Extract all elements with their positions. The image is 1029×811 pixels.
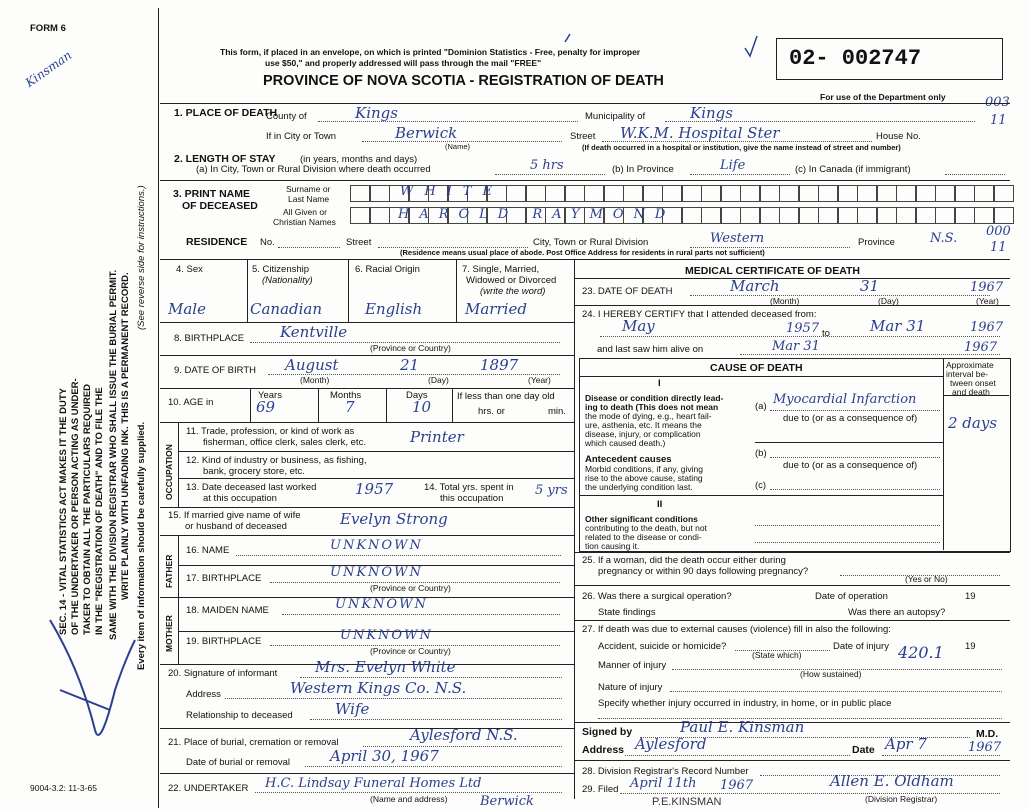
occupation-13-line1: 13. Date deceased last worked (186, 482, 317, 493)
occupation-14-line1: 14. Total yrs. spent in (424, 482, 514, 493)
stay-province-label: (b) In Province (612, 164, 674, 175)
house-number-label: House No. (876, 131, 921, 142)
hours-label: hrs. or (478, 406, 505, 417)
signed-by-label: Signed by (582, 726, 633, 738)
filed-label: 29. Filed (582, 784, 619, 795)
letter-box (545, 185, 565, 202)
physician-address-value: Aylesford (635, 735, 707, 753)
other-conditions-line2: contributing to the death, but not (585, 523, 707, 533)
findings-label: State findings (598, 607, 656, 618)
letter-box (565, 185, 585, 202)
letter-box (370, 207, 390, 224)
antecedent-line1: Antecedent causes (585, 454, 672, 465)
registrar-sublabel: (Division Registrar) (865, 794, 938, 804)
birthplace-label: 8. BIRTHPLACE (174, 333, 245, 344)
last-saw-label: and last saw him alive on (597, 344, 704, 355)
dod-day-sublabel: (Day) (878, 296, 899, 306)
mother-birthplace-value: UNKNOWN (340, 628, 433, 643)
father-name-label: 16. NAME (186, 545, 230, 556)
municipality-label: Municipality of (585, 111, 646, 122)
dob-year-sublabel: (Year) (528, 375, 551, 385)
mother-birthplace-label: 19. BIRTHPLACE (186, 636, 262, 647)
undertaker-city: Berwick (480, 794, 534, 809)
md-label: M.D. (976, 728, 999, 740)
department-code-4: 11 (990, 240, 1007, 255)
dob-year: 1897 (480, 356, 519, 374)
side-instruction-5: SAME WITH THE DIVISION REGISTRAR WHO SHALL ISSUE THE BURIAL PERMIT. (108, 269, 119, 640)
interval-label-3: tween onset (950, 378, 996, 388)
informant-relationship-value: Wife (335, 700, 370, 718)
street-value: W.K.M. Hospital Ster (620, 124, 780, 142)
surname-label-2: Last Name (288, 194, 330, 204)
section-roman-two: II (657, 499, 663, 510)
due-to-label-2: due to (or as a consequence of) (783, 460, 918, 471)
letter-box (740, 207, 760, 224)
accident-label: Accident, suicide or homicide? (598, 641, 727, 652)
sex-label: 4. Sex (176, 264, 203, 275)
street-label: Street (570, 131, 596, 142)
letter-box (916, 207, 936, 224)
direct-cause-line6: which caused death.) (585, 438, 666, 448)
direct-cause-line3: the mode of dying, e.g., heart fail- (585, 411, 712, 421)
classification-code: 420.1 (898, 643, 944, 662)
citizenship-label: 5. Citizenship (252, 264, 310, 275)
surname-value: WHITE (400, 184, 503, 199)
letter-box (994, 185, 1014, 202)
interval-a-value: 2 days (948, 414, 998, 432)
medical-certificate-header: MEDICAL CERTIFICATE OF DEATH (685, 265, 860, 277)
operation-date-label: Date of operation (815, 591, 888, 602)
undertaker-sublabel: (Name and address) (370, 794, 448, 804)
informant-signature-label: 20. Signature of informant (168, 668, 278, 679)
letter-box (682, 207, 702, 224)
birthplace-sublabel: (Province or Country) (370, 343, 451, 353)
birthplace-value: Kentville (280, 323, 348, 341)
handwritten-margin-marks (40, 600, 140, 780)
cause-a-label: (a) (755, 401, 767, 412)
age-months-value: 7 (345, 398, 355, 416)
letter-box (838, 185, 858, 202)
letter-box (506, 185, 526, 202)
spouse-label-1: 15. If married give name of wife (168, 510, 301, 521)
side-instruction-1: SEC. 14 - VITAL STATISTICS ACT MAKES IT THE DUTY (58, 387, 69, 635)
spouse-value: Evelyn Strong (340, 510, 448, 528)
manner-label: Manner of injury (598, 660, 667, 671)
letter-box (350, 207, 370, 224)
father-birthplace-label: 17. BIRTHPLACE (186, 573, 262, 584)
informant-address-label: Address (186, 689, 221, 700)
residence-label: RESIDENCE (186, 236, 248, 248)
letter-box (935, 207, 955, 224)
racial-origin-label: 6. Racial Origin (355, 264, 420, 275)
given-names-label-2: Christian Names (273, 217, 336, 227)
marital-value: Married (465, 300, 527, 318)
informant-address-value: Western Kings Co. N.S. (290, 679, 467, 697)
stay-canada-label: (c) In Canada (if immigrant) (795, 164, 911, 175)
left-margin-rule (158, 8, 159, 808)
undertaker-value: H.C. Lindsay Funeral Homes Ltd (265, 776, 482, 791)
occupation-value: Printer (410, 428, 464, 446)
letter-box (526, 185, 546, 202)
sex-value: Male (168, 300, 206, 318)
place-of-death-note: (If death occurred in a hospital or institution, give the name instead of street and number) (582, 143, 901, 152)
letter-box (955, 207, 975, 224)
father-birthplace-value: UNKNOWN (330, 565, 423, 580)
mother-maiden-value: UNKNOWN (335, 597, 428, 612)
age-months-label: Months (330, 390, 362, 401)
age-years-value: 69 (256, 398, 276, 416)
occupation-12-line1: 12. Kind of industry or business, as fishing, (186, 455, 367, 466)
antecedent-line3: rise to the above cause, stating (585, 473, 703, 483)
other-conditions-line3: related to the disease or condi- (585, 532, 702, 542)
cause-of-death-header: CAUSE OF DEATH (710, 362, 803, 374)
citizenship-sublabel: (Nationality) (262, 275, 313, 286)
form-print-code: 9004-3.2: 11-3-65 (30, 783, 97, 793)
residence-city-label: City, Town or Rural Division (533, 237, 649, 248)
form-title: PROVINCE OF NOVA SCOTIA - REGISTRATION OF DEATH (263, 73, 664, 89)
antecedent-line2: Morbid conditions, if any, giving (585, 464, 703, 474)
last-worked-value: 1957 (355, 480, 394, 498)
marital-label-1: 7. Single, Married, (462, 264, 540, 275)
place-of-death-label: 1. PLACE OF DEATH (174, 107, 278, 119)
direct-cause-line1: Disease or condition directly lead- (585, 393, 724, 403)
letter-box (623, 185, 643, 202)
of-deceased-label: OF DECEASED (182, 200, 258, 212)
department-code: 003 (985, 95, 1010, 110)
informant-relationship-label: Relationship to deceased (186, 710, 293, 721)
margin-handwritten-name: Kinsman (22, 48, 75, 90)
letter-box (779, 207, 799, 224)
attended-to-year: 1967 (970, 320, 1004, 335)
side-instruction-6: WRITE PLAINLY WITH UNFADING INK. THIS IS A PERMANENT RECORD. (120, 272, 131, 600)
interval-label-2: interval be- (946, 369, 989, 379)
injury-date-label: Date of injury (833, 641, 889, 652)
letter-box (877, 207, 897, 224)
certificate-date-value: Apr 7 (885, 735, 927, 753)
father-name-value: UNKNOWN (330, 538, 423, 553)
physician-address-label: Address (582, 744, 625, 756)
cause-b-label: (b) (755, 448, 767, 459)
marital-label-2: Widowed or Divorced (466, 275, 557, 286)
dob-month-sublabel: (Month) (300, 375, 330, 385)
residence-city-value: Western (710, 231, 765, 246)
less-than-day-label: If less than one day old (457, 391, 555, 402)
occupation-11-line2: fisherman, office clerk, sales clerk, etc. (203, 437, 366, 448)
city-value: Berwick (395, 124, 458, 142)
department-use-label: For use of the Department only (820, 92, 946, 102)
given-names-value: HAROLD RAYMOND (398, 207, 676, 222)
burial-place-value: Aylesford N.S. (410, 726, 518, 744)
injury-year-label: 19 (965, 641, 976, 652)
dob-label: 9. DATE OF BIRTH (174, 365, 256, 376)
letter-box (779, 185, 799, 202)
occupation-side-label: OCCUPATION (164, 444, 174, 500)
municipality-value: Kings (690, 104, 733, 122)
mother-side-label: MOTHER (164, 615, 174, 652)
father-birthplace-sublabel: (Province or Country) (370, 583, 451, 593)
letter-box (857, 207, 877, 224)
residence-province-value: N.S. (930, 231, 958, 246)
letter-box (760, 207, 780, 224)
burial-place-label: 21. Place of burial, cremation or removal (168, 737, 339, 748)
department-code-3: 000 (986, 224, 1011, 239)
direct-cause-line2: ing to death (This does not mean (585, 402, 719, 412)
letter-box (350, 185, 370, 202)
attended-from-year: 1957 (786, 321, 820, 336)
state-which-sublabel: (State which) (752, 650, 802, 660)
specify-label: Specify whether injury occurred in industry, in home, or in public place (598, 698, 892, 709)
letter-box (604, 185, 624, 202)
filed-year-value: 1967 (720, 778, 754, 793)
mother-maiden-label: 18. MAIDEN NAME (186, 605, 269, 616)
citizenship-value: Canadian (250, 300, 323, 318)
last-saw-value: Mar 31 (772, 339, 820, 354)
age-days-value: 10 (412, 398, 432, 416)
cause-c-label: (c) (755, 480, 767, 491)
informant-signature-value: Mrs. Evelyn White (315, 658, 456, 676)
letter-box (799, 185, 819, 202)
dod-month-sublabel: (Month) (770, 296, 800, 306)
registration-number: 02- 002747 (789, 46, 922, 71)
county-label: County of (266, 111, 307, 122)
letter-box (799, 207, 819, 224)
direct-cause-line4: ure, asthenia, etc. It means the (585, 420, 702, 430)
interval-label-4: and death (952, 387, 990, 397)
letter-box (721, 207, 741, 224)
occupation-14-line2: this occupation (440, 493, 504, 504)
letter-box (896, 207, 916, 224)
autopsy-question: Was there an autopsy? (848, 607, 946, 618)
given-names-label-1: All Given or (283, 207, 327, 217)
surname-label-1: Surname or (286, 184, 331, 194)
stay-city-value: 5 hrs (530, 158, 564, 173)
residence-note: (Residence means usual place of abode. Post Office Address for residents in rural parts not sufficient) (400, 248, 765, 257)
side-instruction-3: TAKER TO OBTAIN ALL THE PARTICULARS REQUIRED (82, 383, 93, 635)
letter-box (682, 185, 702, 202)
date-of-death-year: 1967 (970, 280, 1004, 295)
spouse-label-2: or husband of deceased (185, 521, 287, 532)
letter-box (818, 185, 838, 202)
dob-day: 21 (400, 356, 420, 374)
letter-box (701, 185, 721, 202)
age-label: 10. AGE in (168, 397, 214, 408)
dod-year-sublabel: (Year) (976, 296, 999, 306)
mail-notice-line1: This form, if placed in an envelope, on which is printed "Dominion Statistics - Free, penalty for improper (220, 47, 641, 57)
how-sustained-sublabel: (How sustained) (800, 669, 862, 679)
mail-notice-line2: use $50," and properly addressed will pass through the mail "FREE" (265, 58, 542, 68)
date-of-death-label: 23. DATE OF DEATH (582, 286, 673, 297)
operation-year-label: 19 (965, 591, 976, 602)
letter-box (701, 207, 721, 224)
burial-date-value: April 30, 1967 (330, 747, 439, 765)
letter-box (974, 185, 994, 202)
letter-box (818, 207, 838, 224)
interval-label-1: Approximate (946, 360, 994, 370)
occupation-13-line2: at this occupation (203, 493, 277, 504)
other-conditions-line1: Other significant conditions (585, 514, 698, 524)
registration-number-box (776, 38, 1003, 80)
letter-box (760, 185, 780, 202)
side-instruction-7: Every item of information should be carefully supplied. (136, 421, 147, 670)
nature-label: Nature of injury (598, 682, 663, 693)
pregnancy-question-line1: 25. If a woman, did the death occur either during (582, 555, 786, 566)
stay-province-value: Life (720, 158, 746, 173)
letter-box (896, 185, 916, 202)
attended-from-month: May (622, 317, 655, 335)
cause-a-value: Myocardial Infarction (773, 392, 917, 407)
physician-name-stamp: P.E.KINSMAN (652, 796, 722, 808)
age-days-label: Days (406, 390, 428, 401)
age-years-label: Years (258, 390, 282, 401)
occupation-11-line1: 11. Trade, profession, or kind of work as (186, 426, 355, 437)
residence-no-label: No. (260, 237, 275, 248)
attended-to-value: Mar 31 (870, 317, 926, 335)
department-code-2: 11 (990, 113, 1007, 128)
letter-box (584, 185, 604, 202)
letter-box (370, 185, 390, 202)
length-of-stay-sublabel: (in years, months and days) (300, 154, 418, 165)
form-number-label: FORM 6 (30, 23, 66, 34)
last-saw-year: 1967 (964, 340, 998, 355)
racial-origin-value: English (365, 300, 423, 318)
side-instruction-2: OF THE UNDERTAKER OR PERSON ACTING AS UNDER- (70, 378, 81, 635)
surgery-question: 26. Was there a surgical operation? (582, 591, 732, 602)
city-label: If in City or Town (266, 131, 337, 142)
residence-street-label: Street (346, 237, 372, 248)
date-of-death-day: 31 (860, 277, 880, 295)
total-years-value: 5 yrs (535, 483, 568, 498)
stay-city-label: (a) In City, Town or Rural Division where death occurred (196, 164, 431, 175)
other-conditions-line4: tion causing it. (585, 541, 640, 551)
registrar-record-label: 28. Division Registrar's Record Number (582, 766, 749, 777)
letter-box (974, 207, 994, 224)
external-causes-question: 27. If death was due to external causes (violence) fill in also the following: (582, 624, 891, 635)
letter-box (916, 185, 936, 202)
letter-box (955, 185, 975, 202)
pregnancy-question-line2: pregnancy or within 90 days following pregnancy? (598, 566, 809, 577)
date-of-death-month: March (730, 277, 780, 295)
side-instruction-4: IN THE "REGISTRATION OF DEATH" AND TO FILE THE (94, 387, 105, 635)
letter-box (935, 185, 955, 202)
attended-to-label: to (822, 328, 830, 339)
certificate-date-label: Date (852, 744, 875, 756)
yes-no-sublabel: (Yes or No) (905, 574, 948, 584)
letter-box (662, 185, 682, 202)
undertaker-label: 22. UNDERTAKER (168, 783, 249, 794)
section-roman-one: I (658, 378, 661, 389)
minutes-label: min. (548, 406, 566, 417)
direct-cause-line5: disease, injury, or complication (585, 429, 701, 439)
certificate-date-year: 1967 (968, 740, 1002, 755)
father-side-label: FATHER (164, 554, 174, 588)
letter-box (740, 185, 760, 202)
letter-box (857, 185, 877, 202)
filed-date-value: April 11th (630, 776, 697, 791)
certify-label: 24. I HEREBY CERTIFY that I attended deceased from: (582, 309, 817, 320)
letter-box (838, 207, 858, 224)
burial-date-label: Date of burial or removal (186, 757, 291, 768)
occupation-12-line2: bank, grocery store, etc. (203, 466, 305, 477)
letter-box (721, 185, 741, 202)
registrar-signature: Allen E. Oldham (830, 772, 954, 790)
dob-month: August (285, 356, 339, 374)
length-of-stay-label: 2. LENGTH OF STAY (174, 153, 276, 165)
physician-signature: Paul E. Kinsman (680, 718, 805, 736)
city-name-sublabel: (Name) (445, 142, 471, 151)
marital-label-3: (write the word) (480, 286, 546, 297)
mother-birthplace-sublabel: (Province or Country) (370, 646, 451, 656)
county-value: Kings (355, 104, 398, 122)
check-marks (560, 30, 760, 70)
residence-province-label: Province (858, 237, 895, 248)
print-name-label: 3. PRINT NAME (173, 188, 251, 200)
due-to-label-1: due to (or as a consequence of) (783, 413, 918, 424)
letter-box (877, 185, 897, 202)
letter-box (643, 185, 663, 202)
antecedent-line4: the underlying condition last. (585, 482, 693, 492)
letter-box (994, 207, 1014, 224)
side-instruction-8: (See reverse side for instructions.) (136, 185, 147, 330)
dob-day-sublabel: (Day) (428, 375, 449, 385)
